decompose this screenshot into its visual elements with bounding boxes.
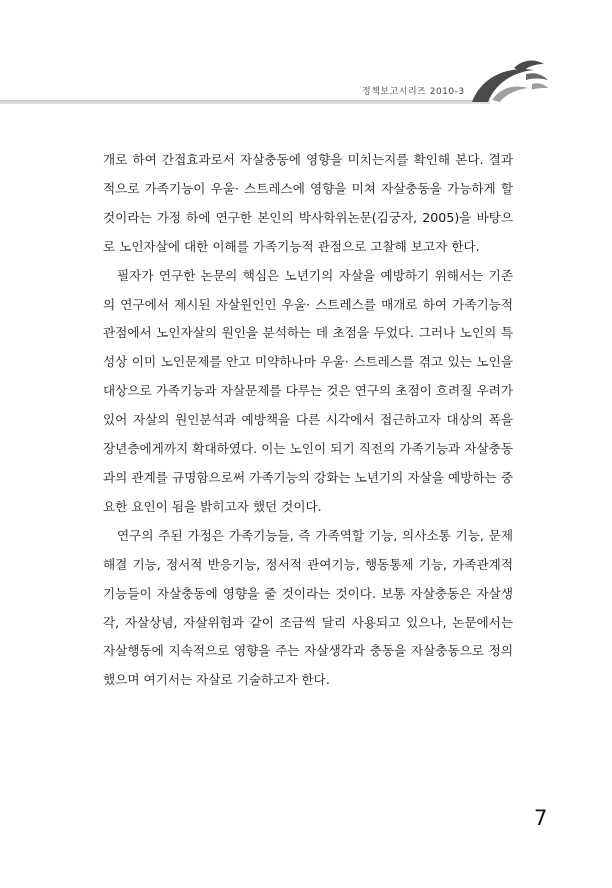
series-title: 정책보고시리즈 2010-3	[362, 87, 465, 97]
body-text	[103, 146, 513, 695]
paragraph: 필자가 연구한 논문의 핵심은 노년기의 자살을 예방하기 위해서는 기존의 연구에서 제시된 자살원인인 우울· 스트레스를 매개로 하여 가족기능적 관점에서 노인자살의 원인을 분석하는 데 초점을 두었다. 그러나 노인의 특성상 이미 노인문제를 안고 미약하나마 우울· 스트레스를 겪고 있는 노인을 대상으로 가족기능과 자살문제를 다루는 것은 연구의 초점이 흐려질 우려가 있어 자살의 원인분석과 예방책을 다른 시각에서 접근하고자 대상의 폭을 장년층에게까지 확대하였다. 이는 노인이 되기 직전의 가족기능과 자살충동과의 관계를 규명함으로써 가족기능의 강화는 노년기의 자살을 예방하는 중요한 요인이 됨을 밝히고자 했던 것이다.	[103, 267, 513, 514]
bird-logo-icon	[470, 58, 550, 108]
page-number: 7	[534, 806, 548, 830]
paragraph: 개로 하여 간접효과로서 자살충동에 영향을 미치는지를 확인해 본다. 결과적으로 가족기능이 우울· 스트레스에 영향을 미쳐 자살충동을 가능하게 할 것이라는 가정 하에 연구한 본인의 박사학위논문(김궁자, 2005)을 바탕으로 노인자살에 대한 이해를 가족기능적 관점으로 고찰해 보고자 한다.	[103, 152, 513, 254]
header-rule	[0, 100, 490, 104]
paragraph: 연구의 주된 가정은 가족기능들, 즉 가족역할 기능, 의사소통 기능, 문제해결 기능, 정서적 반응기능, 정서적 관여기능, 행동통제 기능, 가족관계적 기능들이 자살충동에 영향을 줄 것이라는 것이다. 보통 자살충동은 자살생각, 자살상념, 자살위험과 같이 조금씩 달리 사용되고 있으나, 논문에서는 자살행동에 지속적으로 영향을 주는 자살생각과 충동을 자살충동으로 정의했으며 여기서는 자살로 기술하고자 한다.	[103, 527, 513, 688]
